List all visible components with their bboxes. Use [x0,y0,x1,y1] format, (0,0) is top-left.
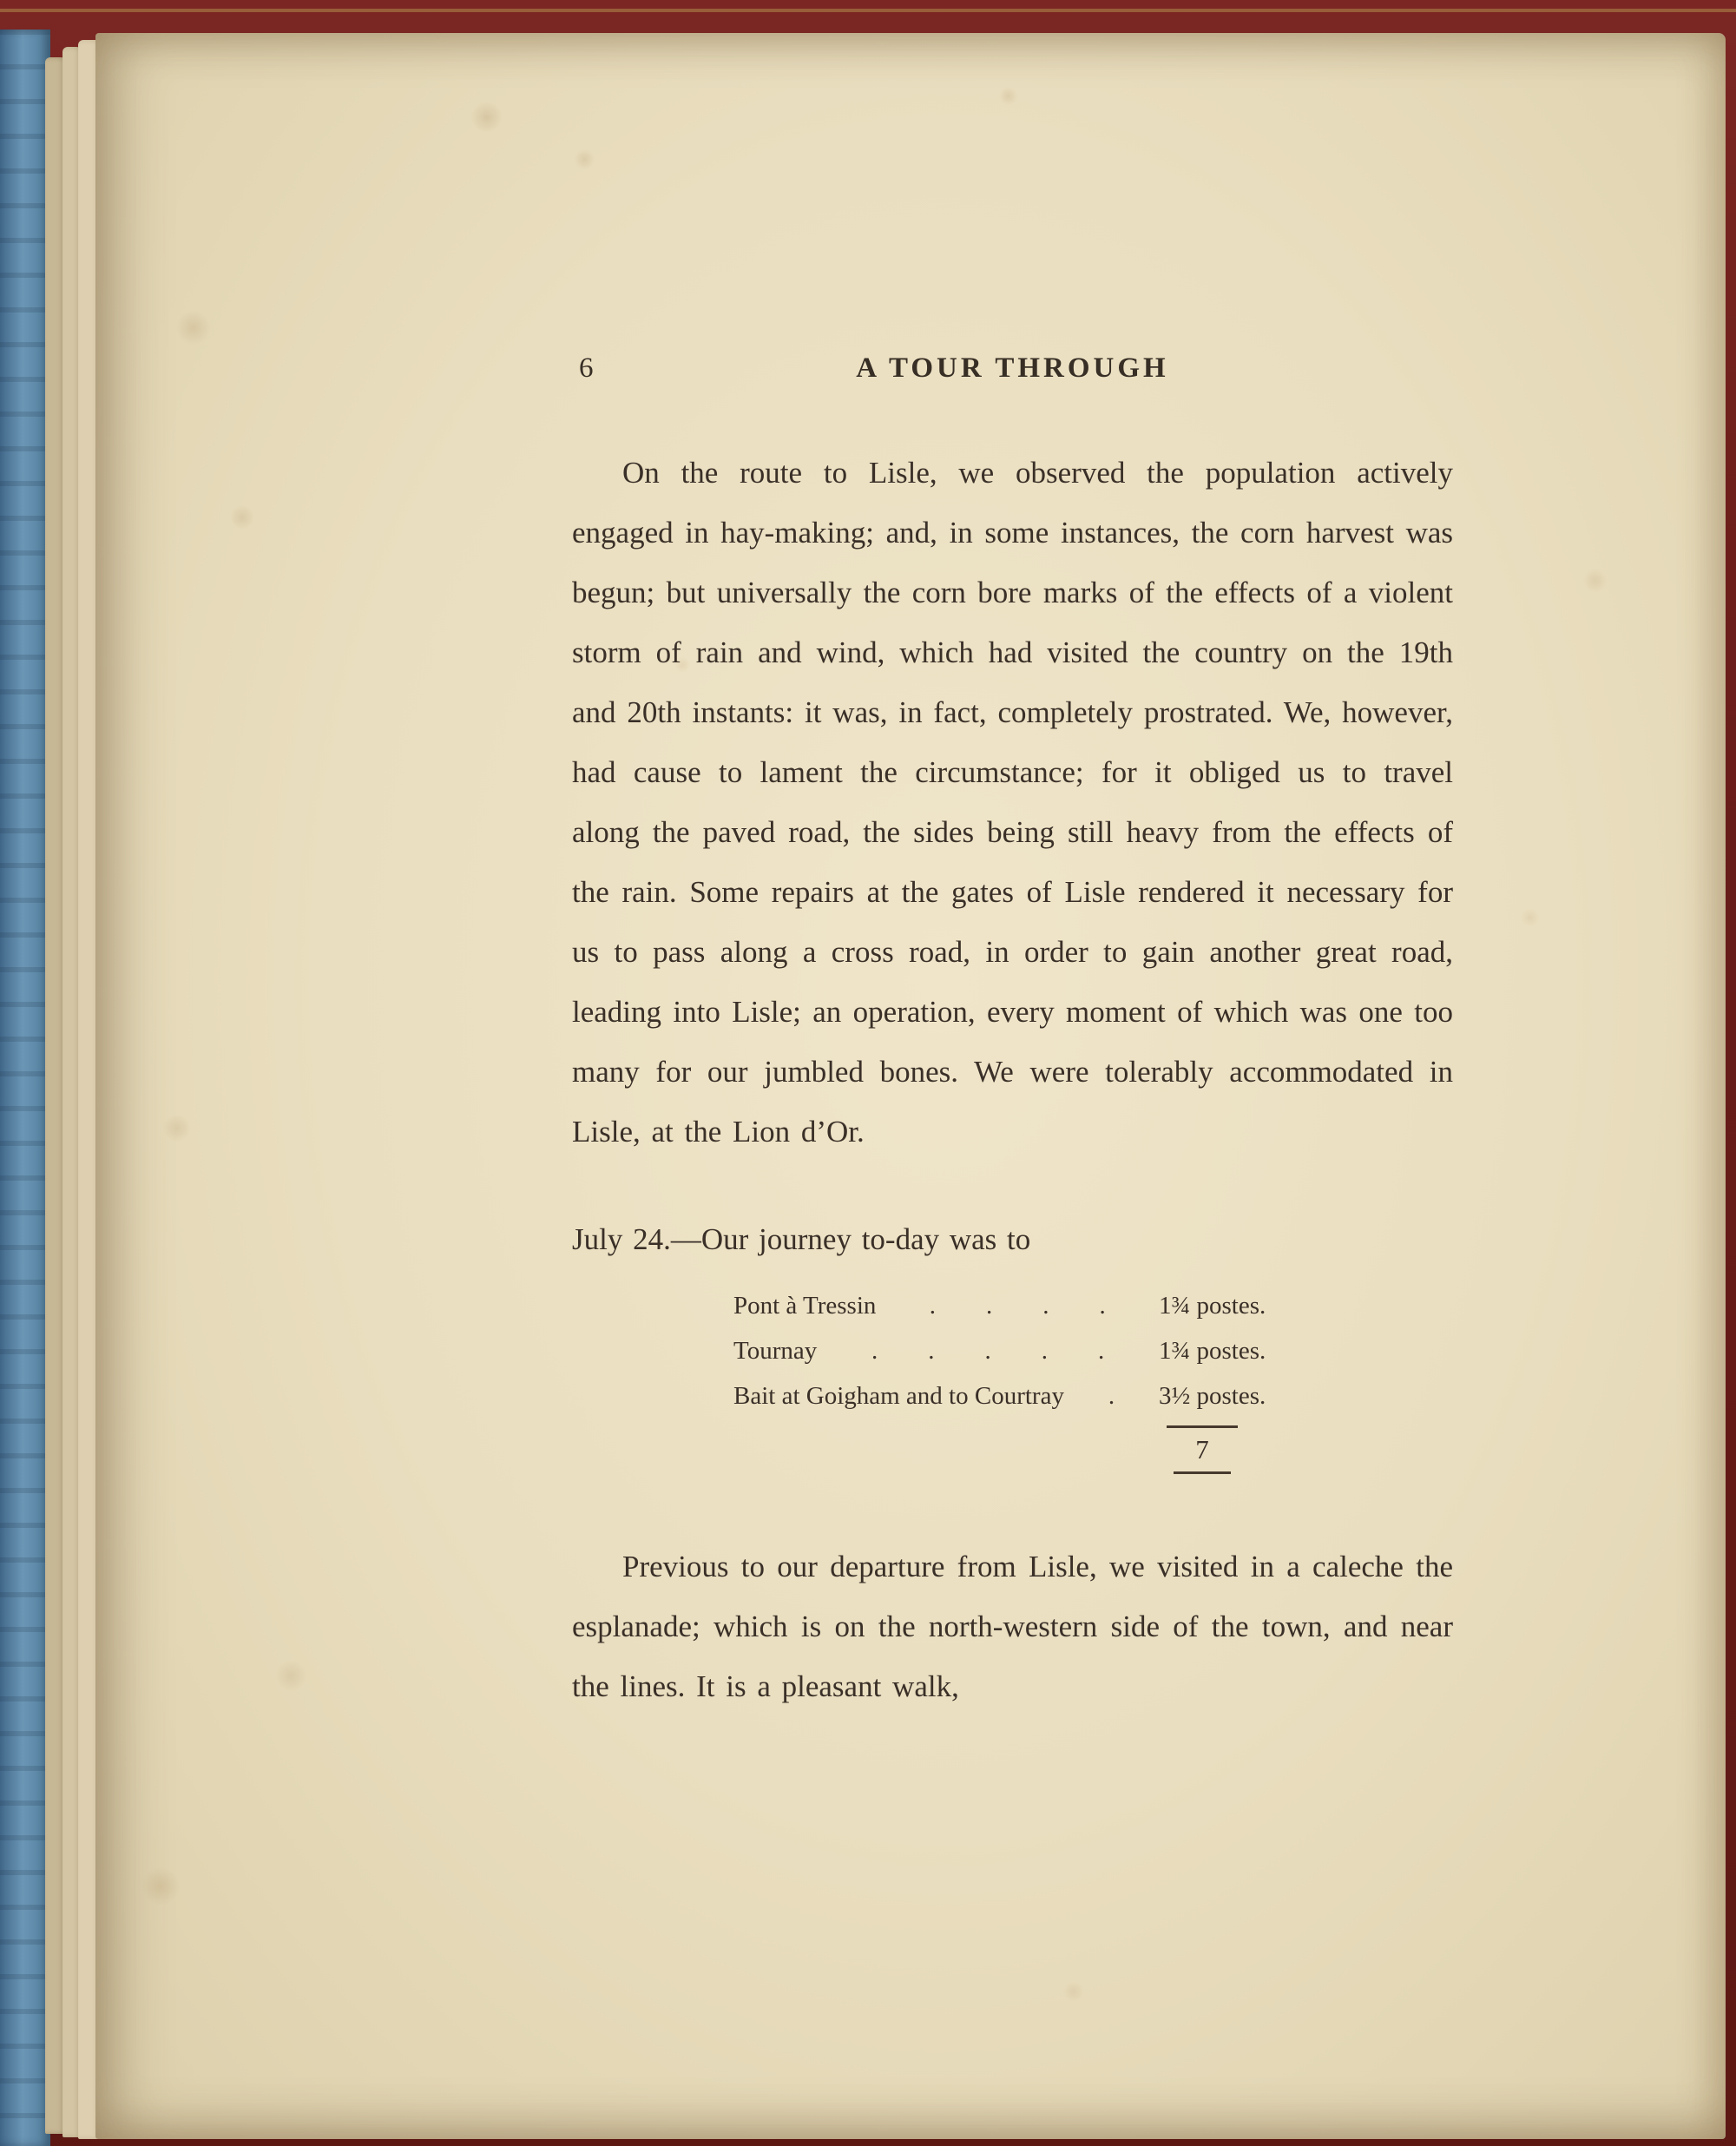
destination-label: Tournay [733,1337,818,1365]
itinerary-table [733,1283,1306,1419]
running-header-title: A TOUR THROUGH [856,352,1169,384]
distance-value: 3½ postes. [1159,1382,1266,1410]
page-header [572,352,1453,391]
total-value: 7 [1195,1434,1209,1465]
itinerary-row [733,1283,1306,1328]
itinerary-total [1159,1425,1246,1474]
destination-label: Pont à Tressin [733,1292,877,1320]
itinerary-row [733,1373,1306,1419]
dot-leader: . . . . [929,1292,1106,1320]
paragraph-route-to-lisle: On the route to Lisle, we observed the population actively engaged in hay-making; and, in some instances, the corn harvest was begun; but universally the corn bore marks of the effects of a violent storm of rain and wind, which had visited the country on the 19th and 20th instants: it was, in fact, completely prostrated. We, however, had cause to lament the circumstance; for it obliged us to travel along the paved road, the sides being still heavy from the effects of the rain. Some repairs at the gates of Lisle rendered it necessary for us to pass along a cross road, in order to gain another great road, leading into Lisle; an operation, every moment of which was one too many for our jumbled bones. We were tolerably accommodated in Lisle, at the Lion d’Or. [572,456,1453,1149]
destination-label: Bait at Goigham and to Courtray [733,1382,1064,1410]
itinerary-row [733,1328,1306,1373]
page-content [572,33,1453,1716]
book-cover-spine [0,30,50,2146]
page-number: 6 [579,352,594,384]
distance-value: 1¾ postes. [1159,1292,1266,1320]
paragraph-departure-from-lisle: Previous to our departure from Lisle, we visited in a caleche the esplanade; which is on the north-western side of the town, and near the lines. It is a pleasant walk, [572,1550,1453,1703]
dot-leader: . [1108,1382,1115,1410]
journey-intro-line: July 24.—Our journey to-day was to [572,1222,1031,1256]
dot-leader: . . . . . [871,1337,1105,1365]
total-rule-bottom [1174,1471,1231,1474]
cover-gold-trim [0,9,1736,12]
book-page [95,33,1726,2139]
distance-value: 1¾ postes. [1159,1337,1266,1365]
